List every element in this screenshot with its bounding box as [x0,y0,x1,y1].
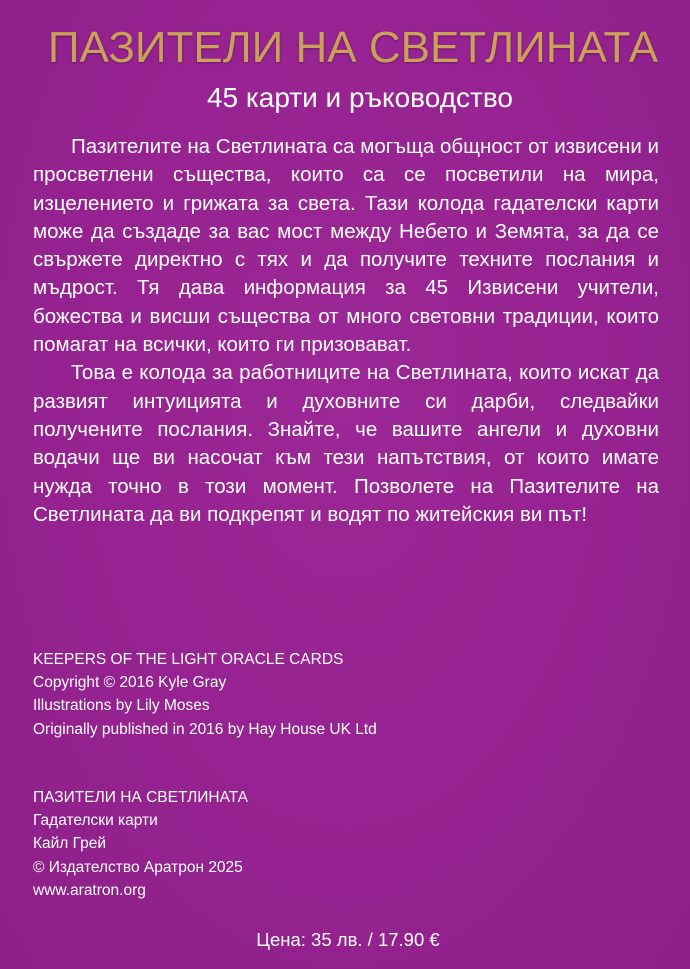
original-publisher-line: Originally published in 2016 by Hay House UK Ltd [33,720,377,738]
description [33,133,659,529]
local-credits [33,786,633,902]
local-author: Кайл Грей [33,835,107,853]
publisher-website: www.aratron.org [33,881,146,899]
description-paragraph-1: Пазителите на Светлината са могъща общност от извисени и просветлени същества, които са се посветили на мира, изцелението и грижата за света. Тази колода гадателски карти може да създаде за вас мост между Небето и Земята, за да се свържете директно с тях и да получите техните послания и мъдрост. Тя дава информация за 45 Извисени учители, божества и висши същества от много световни традиции, които помагат на всички, които ги призовават. [33,135,659,357]
local-title: ПАЗИТЕЛИ НА СВЕТЛИНАТА [33,789,248,806]
illustrations-line: Illustrations by Lily Moses [33,697,210,715]
local-subtitle: Гадателски карти [33,812,158,830]
price-label: Цена: 35 лв. / 17.90 € [256,929,440,950]
page-subtitle: 45 карти и ръководство [206,82,513,113]
local-publisher: © Издателство Аратрон 2025 [33,858,243,876]
original-title: KEEPERS OF THE LIGHT ORACLE CARDS [33,651,344,668]
copyright-line: Copyright © 2016 Kyle Gray [33,674,227,692]
description-paragraph-2: Това е колода за работниците на Светлината, които искат да развият интуицията и духовните си дарби, следвайки получените послания. Знайте, че вашите ангели и духовни водачи ще ви насочат към тези напътствия, от които имате нужда точно в този момент. Позволете на Пазителите на Светлината да ви подкрепят и водят по житейския ви път! [33,361,659,526]
page-title: ПАЗИТЕЛИ НА СВЕТЛИНАТА [47,23,659,72]
original-credits [33,648,633,741]
